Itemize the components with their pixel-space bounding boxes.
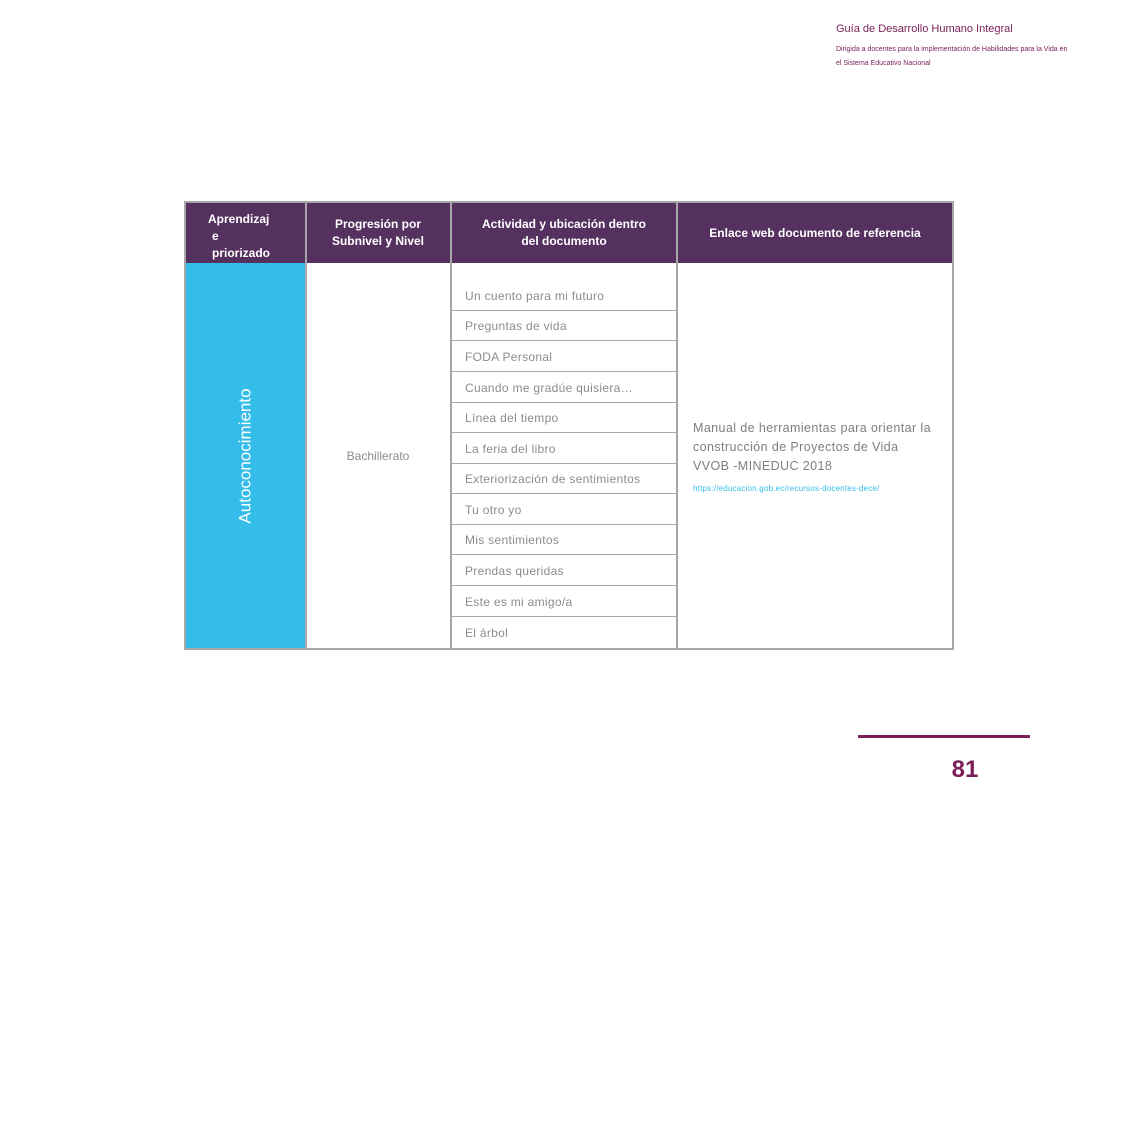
guide-subtitle: Dirigida a docentes para la implementación de Habilidades para la Vida en el Sistema Educativo Nacional xyxy=(836,46,1068,67)
list-item: Tu otro yo xyxy=(452,495,676,525)
reference-link[interactable]: https://educacion.gob.ec/recursos-docentes-dece/ xyxy=(693,483,880,493)
table-header xyxy=(186,203,952,263)
list-item: FODA Personal xyxy=(452,342,676,372)
header-reference: Enlace web documento de referencia xyxy=(709,225,921,240)
learning-table xyxy=(184,201,954,650)
list-item: El árbol xyxy=(465,626,509,640)
list-item: Un cuento para mi futuro xyxy=(452,267,676,311)
reference-cell xyxy=(678,263,952,648)
column-divider xyxy=(305,203,307,648)
list-item: Cuando me gradúe quisiera… xyxy=(452,373,676,403)
list-item: Mis sentimientos xyxy=(452,525,676,555)
reference-description: Manual de herramientas para orientar la construcción de Proyectos de Vida VVOB -MINEDUC 2018 xyxy=(693,420,931,473)
learning-label: Autoconocimiento xyxy=(235,387,255,524)
activities-list xyxy=(452,263,676,648)
column-divider xyxy=(450,203,452,648)
header-progression: Progresión por Subnivel y Nivel xyxy=(331,217,425,248)
list-item: La feria del libro xyxy=(452,434,676,464)
guide-title: Guía de Desarrollo Humano Integral xyxy=(836,23,1013,35)
list-item: Línea del tiempo xyxy=(452,403,676,433)
footer-rule xyxy=(858,735,1030,738)
learning-cell xyxy=(186,263,305,648)
list-item: Prendas queridas xyxy=(452,556,676,586)
level-cell: Bachillerato xyxy=(346,448,410,463)
column-divider xyxy=(676,203,678,648)
page-number: 81 xyxy=(951,756,979,783)
document-header xyxy=(836,22,1096,71)
list-item: Preguntas de vida xyxy=(452,311,676,341)
list-item: Este es mi amigo/a xyxy=(452,587,676,617)
header-learning: Aprendizaj e priorizado xyxy=(208,212,271,260)
list-item: Exteriorización de sentimientos xyxy=(452,464,676,494)
header-activity: Actividad y ubicación dentro del documento xyxy=(481,217,647,248)
